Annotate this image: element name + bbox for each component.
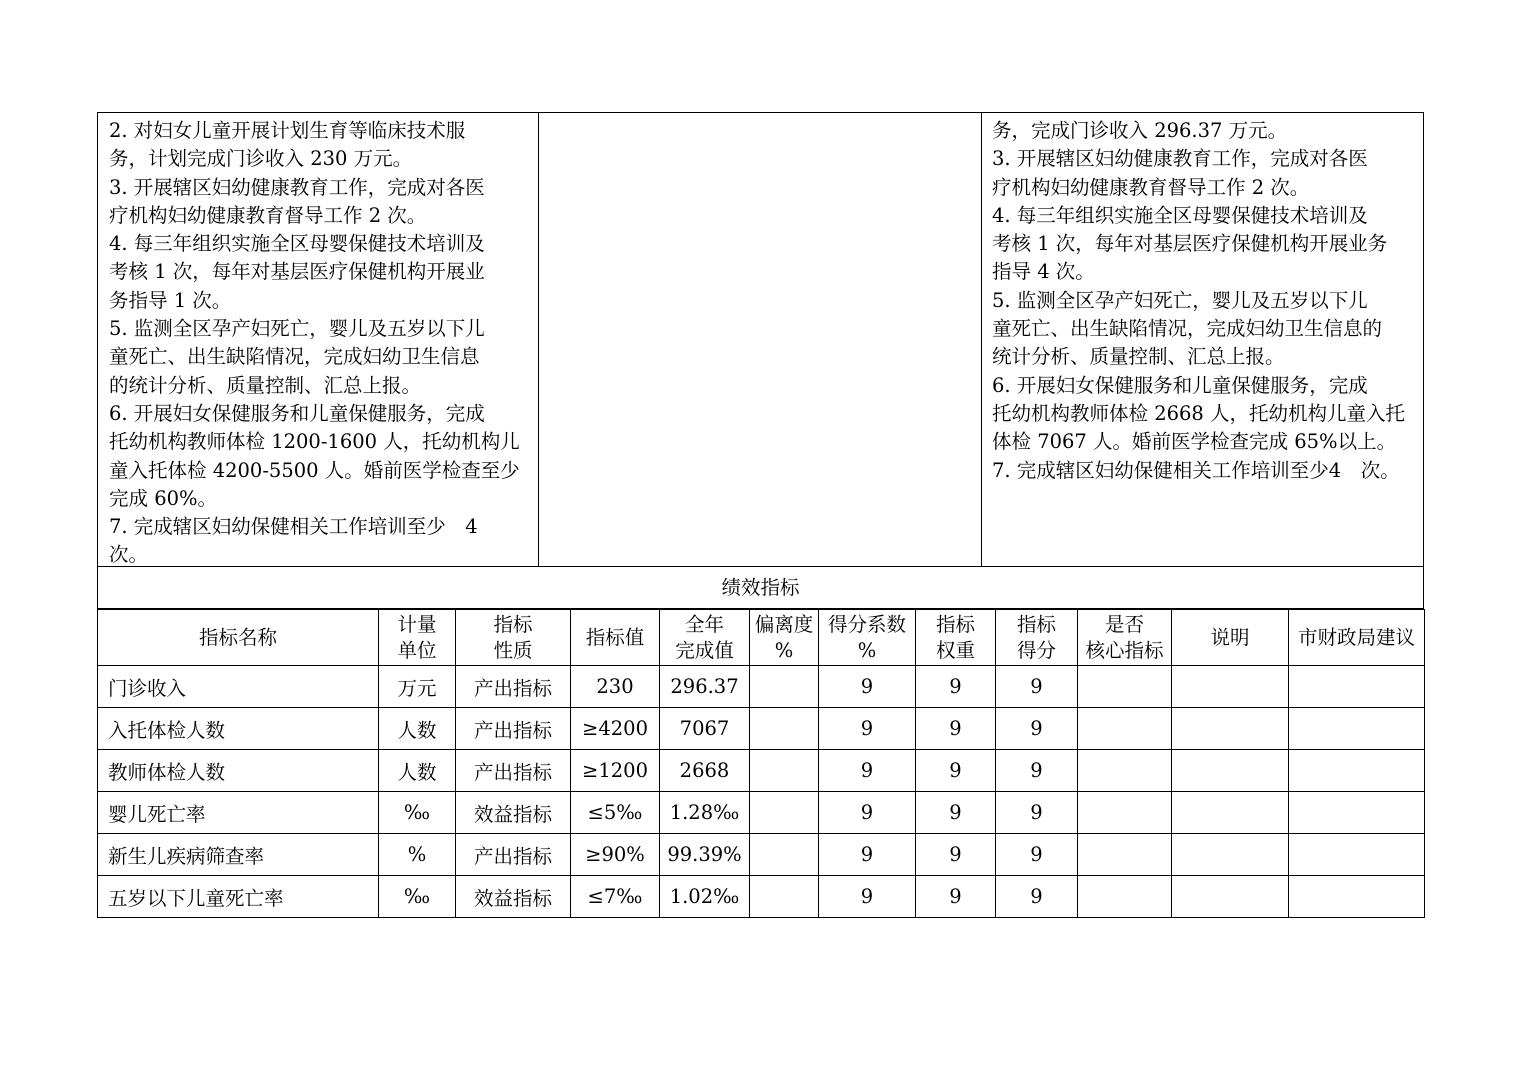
cell-weight: 9 xyxy=(916,708,996,750)
header-score xyxy=(996,610,1078,666)
planned-goal-line: 2. 对妇女儿童开展计划生育等临床技术服 xyxy=(109,119,466,142)
cell-unit: % xyxy=(379,834,456,876)
header-deviation xyxy=(750,610,819,666)
header-advice: 市财政局建议 xyxy=(1289,610,1425,666)
cell-target: ≥4200 xyxy=(571,708,660,750)
cell-core xyxy=(1078,792,1172,834)
cell-weight: 9 xyxy=(916,792,996,834)
header-nature-line1: 指标 xyxy=(493,612,533,636)
cell-advice xyxy=(1289,666,1425,708)
cell-actual: 1.28‰ xyxy=(660,792,750,834)
cell-actual: 1.02‰ xyxy=(660,876,750,918)
cell-nature: 效益指标 xyxy=(456,876,571,918)
planned-goal-line: 童入托体检 4200-5500 人。婚前医学检查至少 xyxy=(109,458,520,482)
cell-core xyxy=(1078,666,1172,708)
planned-goal-line: 务，计划完成门诊收入 230 万元。 xyxy=(109,147,413,171)
header-deviation-line1: 偏离度 xyxy=(754,612,814,636)
actual-result-line: 统计分析、质量控制、汇总上报。 xyxy=(992,345,1285,369)
cell-name: 婴儿死亡率 xyxy=(98,792,379,834)
cell-actual: 99.39% xyxy=(660,834,750,876)
actual-result-line: 体检 7067 人。婚前医学检查完成 65%以上。 xyxy=(992,430,1397,454)
header-coef-line1: 得分系数 xyxy=(827,612,906,636)
header-target: 指标值 xyxy=(571,610,660,666)
header-core-line2: 核心指标 xyxy=(1085,638,1164,662)
cell-deviation xyxy=(750,666,819,708)
planned-goal-line: 3. 开展辖区妇幼健康教育工作，完成对各医 xyxy=(109,175,485,199)
table-row xyxy=(98,750,1425,792)
cell-nature: 效益指标 xyxy=(456,792,571,834)
header-core-line1: 是否 xyxy=(1104,612,1144,636)
actual-result-line: 童死亡、出生缺陷情况，完成妇幼卫生信息的 xyxy=(992,317,1383,341)
cell-nature: 产出指标 xyxy=(456,666,571,708)
empty-middle-column xyxy=(539,113,982,566)
cell-core xyxy=(1078,708,1172,750)
cell-nature: 产出指标 xyxy=(456,834,571,876)
cell-core xyxy=(1078,834,1172,876)
planned-goal-line: 5. 监测全区孕产妇死亡，婴儿及五岁以下儿 xyxy=(109,317,485,341)
cell-weight: 9 xyxy=(916,876,996,918)
cell-note xyxy=(1172,876,1289,918)
actual-results-column xyxy=(982,113,1423,566)
cell-name: 新生儿疾病筛查率 xyxy=(98,834,379,876)
planned-goal-line: 务指导 1 次。 xyxy=(109,288,232,312)
cell-unit: ‰ xyxy=(379,876,456,918)
actual-result-line: 3. 开展辖区妇幼健康教育工作，完成对各医 xyxy=(992,147,1368,171)
table-row xyxy=(98,708,1425,750)
cell-target: ≤5‰ xyxy=(571,792,660,834)
actual-result-line: 务，完成门诊收入 296.37 万元。 xyxy=(992,119,1288,142)
header-weight xyxy=(916,610,996,666)
header-score-line2: 得分 xyxy=(1016,638,1056,662)
header-unit-line2: 单位 xyxy=(397,638,437,662)
header-note: 说明 xyxy=(1172,610,1289,666)
cell-target: 230 xyxy=(571,666,660,708)
cell-target: ≥1200 xyxy=(571,750,660,792)
cell-score: 9 xyxy=(996,750,1078,792)
actual-result-line: 托幼机构教师体检 2668 人，托幼机构儿童入托 xyxy=(992,401,1406,425)
cell-weight: 9 xyxy=(916,666,996,708)
header-name: 指标名称 xyxy=(98,610,379,666)
cell-nature: 产出指标 xyxy=(456,708,571,750)
cell-actual: 7067 xyxy=(660,708,750,750)
cell-name: 门诊收入 xyxy=(98,666,379,708)
header-weight-line2: 权重 xyxy=(935,638,975,662)
header-row xyxy=(98,610,1425,666)
cell-note xyxy=(1172,708,1289,750)
cell-advice xyxy=(1289,876,1425,918)
cell-advice xyxy=(1289,708,1425,750)
cell-score: 9 xyxy=(996,666,1078,708)
cell-coef: 9 xyxy=(819,708,916,750)
cell-target: ≤7‰ xyxy=(571,876,660,918)
table-row xyxy=(98,792,1425,834)
cell-actual: 296.37 xyxy=(660,666,750,708)
actual-result-line: 指导 4 次。 xyxy=(992,260,1095,284)
cell-coef: 9 xyxy=(819,834,916,876)
cell-advice xyxy=(1289,834,1425,876)
cell-note xyxy=(1172,792,1289,834)
cell-unit: 人数 xyxy=(379,708,456,750)
performance-sheet xyxy=(97,112,1424,918)
planned-goal-line: 6. 开展妇女保健服务和儿童保健服务，完成 xyxy=(109,401,485,425)
cell-deviation xyxy=(750,876,819,918)
cell-weight: 9 xyxy=(916,834,996,876)
cell-deviation xyxy=(750,708,819,750)
cell-note xyxy=(1172,750,1289,792)
actual-result-line: 考核 1 次，每年对基层医疗保健机构开展业务 xyxy=(992,232,1388,256)
cell-unit: 万元 xyxy=(379,666,456,708)
actual-result-line: 5. 监测全区孕产妇死亡，婴儿及五岁以下儿 xyxy=(992,288,1368,312)
header-coef-line2: % xyxy=(857,638,877,662)
planned-goal-line: 托幼机构教师体检 1200-1600 人，托幼机构儿 xyxy=(109,430,520,454)
cell-core xyxy=(1078,750,1172,792)
header-coef xyxy=(819,610,916,666)
actual-result-line: 6. 开展妇女保健服务和儿童保健服务，完成 xyxy=(992,373,1368,397)
planned-goal-line: 疗机构妇幼健康教育督导工作 2 次。 xyxy=(109,203,427,227)
planned-goal-line: 考核 1 次，每年对基层医疗保健机构开展业 xyxy=(109,260,485,284)
table-row xyxy=(98,876,1425,918)
header-nature-line2: 性质 xyxy=(493,638,533,662)
planned-goal-line: 次。 xyxy=(109,543,149,566)
cell-note xyxy=(1172,666,1289,708)
planned-goal-line: 完成 60%。 xyxy=(109,486,218,510)
cell-coef: 9 xyxy=(819,792,916,834)
header-deviation-line2: % xyxy=(774,638,794,662)
cell-advice xyxy=(1289,792,1425,834)
header-nature xyxy=(456,610,571,666)
header-actual xyxy=(660,610,750,666)
actual-result-line: 疗机构妇幼健康教育督导工作 2 次。 xyxy=(992,175,1310,199)
cell-score: 9 xyxy=(996,792,1078,834)
cell-weight: 9 xyxy=(916,750,996,792)
cell-name: 入托体检人数 xyxy=(98,708,379,750)
cell-name: 五岁以下儿童死亡率 xyxy=(98,876,379,918)
goals-section xyxy=(97,112,1424,567)
header-score-line1: 指标 xyxy=(1016,612,1056,636)
section-title: 绩效指标 xyxy=(97,567,1424,609)
table-row xyxy=(98,834,1425,876)
actual-result-line: 4. 每三年组织实施全区母婴保健技术培训及 xyxy=(992,203,1368,227)
cell-nature: 产出指标 xyxy=(456,750,571,792)
cell-score: 9 xyxy=(996,708,1078,750)
planned-goal-line: 7. 完成辖区妇幼保健相关工作培训至少 4 xyxy=(109,515,478,539)
cell-deviation xyxy=(750,834,819,876)
cell-score: 9 xyxy=(996,834,1078,876)
cell-deviation xyxy=(750,792,819,834)
header-unit-line1: 计量 xyxy=(397,612,437,636)
header-unit xyxy=(379,610,456,666)
cell-unit: 人数 xyxy=(379,750,456,792)
planned-goal-line: 的统计分析、质量控制、汇总上报。 xyxy=(109,373,422,397)
planned-goal-line: 童死亡、出生缺陷情况，完成妇幼卫生信息 xyxy=(109,345,480,369)
header-core xyxy=(1078,610,1172,666)
header-weight-line1: 指标 xyxy=(935,612,975,636)
cell-actual: 2668 xyxy=(660,750,750,792)
cell-coef: 9 xyxy=(819,750,916,792)
cell-coef: 9 xyxy=(819,666,916,708)
cell-note xyxy=(1172,834,1289,876)
planned-goals-column xyxy=(98,113,539,566)
table-row xyxy=(98,666,1425,708)
cell-advice xyxy=(1289,750,1425,792)
kpi-table xyxy=(97,609,1425,918)
planned-goal-line: 4. 每三年组织实施全区母婴保健技术培训及 xyxy=(109,232,485,256)
cell-core xyxy=(1078,876,1172,918)
header-actual-line2: 完成值 xyxy=(675,638,734,662)
cell-name: 教师体检人数 xyxy=(98,750,379,792)
cell-score: 9 xyxy=(996,876,1078,918)
cell-coef: 9 xyxy=(819,876,916,918)
cell-deviation xyxy=(750,750,819,792)
cell-unit: ‰ xyxy=(379,792,456,834)
cell-target: ≥90% xyxy=(571,834,660,876)
header-actual-line1: 全年 xyxy=(684,612,724,636)
actual-result-line: 7. 完成辖区妇幼保健相关工作培训至少4 次。 xyxy=(992,458,1400,482)
